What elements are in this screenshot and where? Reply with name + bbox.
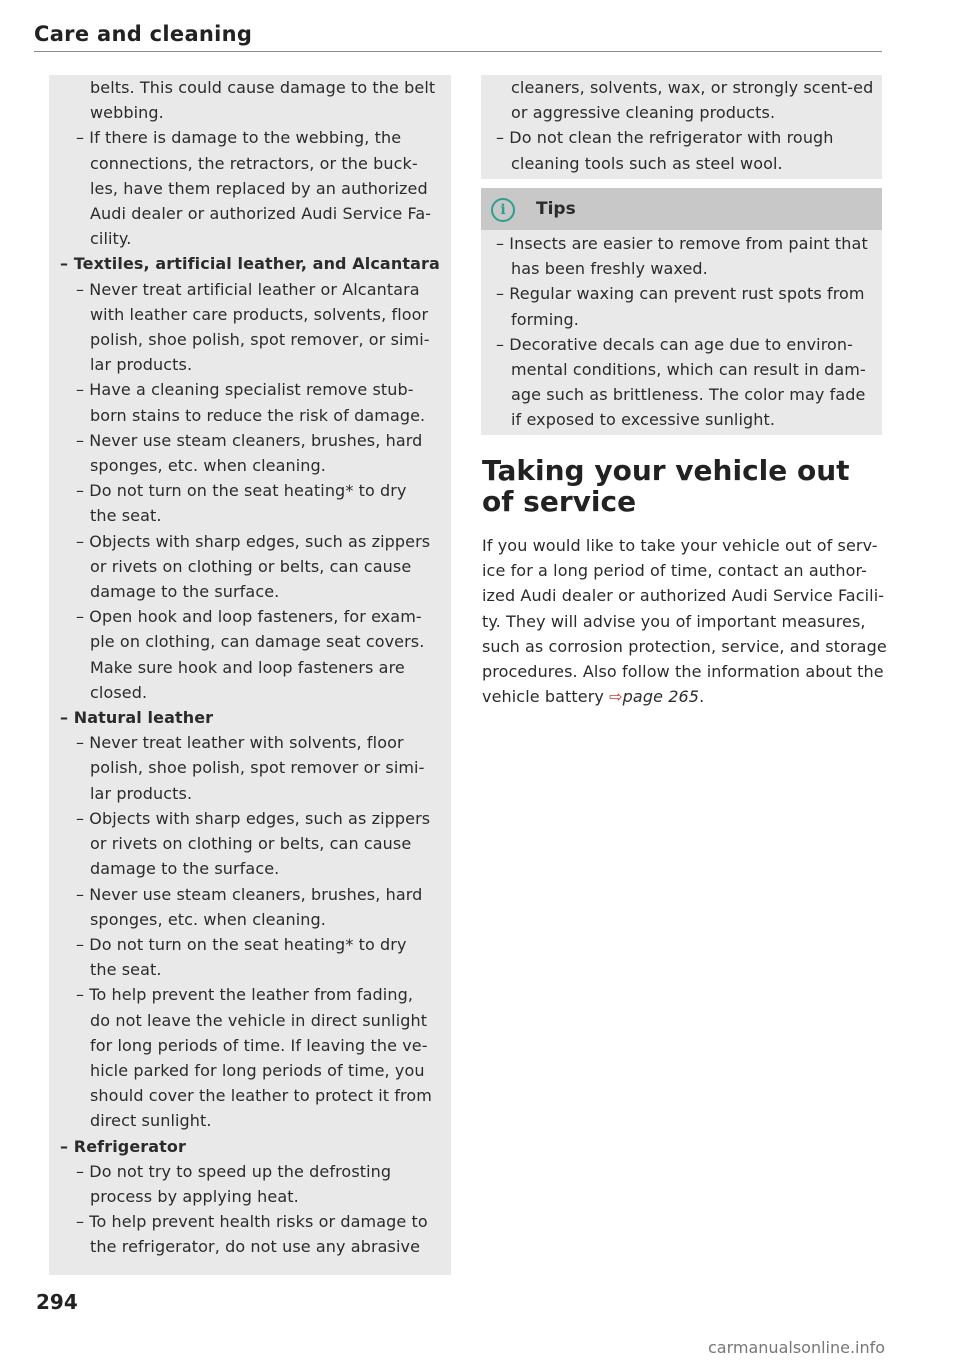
page-header-title: Care and cleaning	[34, 22, 253, 46]
text-line: has been freshly waxed.	[511, 259, 708, 279]
text-line: born stains to reduce the risk of damage.	[90, 405, 426, 425]
tip-item: – Insects are easier to remove from paint that	[496, 234, 868, 253]
tip-item: – Regular waxing can prevent rust spots from	[496, 284, 865, 304]
list-item: – To help prevent the leather from fading,	[76, 985, 414, 1005]
text-line: the seat.	[90, 506, 162, 526]
list-item: – Have a cleaning specialist remove stub-	[76, 380, 414, 400]
text-line: the seat.	[90, 960, 162, 980]
list-item: – Never treat artificial leather or Alcantara	[76, 279, 420, 299]
text-line: ple on clothing, can damage seat covers. Make sure hook and loop fasteners are closed.	[90, 632, 425, 702]
text-line: mental conditions, which can result in dam-age such as brittleness. The color may fade if exposed to excessive sunlight.	[511, 360, 866, 430]
list-item: – Objects with sharp edges, such as zippers	[76, 808, 431, 828]
text-line: cleaning tools such as steel wool.	[511, 153, 783, 173]
section-heading: Taking your vehicle out of service	[482, 454, 850, 518]
text-line: or rivets on clothing or belts, can cause damage to the surface.	[90, 834, 412, 879]
text-line: connections, the retractors, or the buck-les, have them replaced by an authorized Audi dealer or authorized Audi Service Fa-cility.	[90, 153, 432, 249]
header-divider	[34, 51, 882, 52]
tips-header	[481, 188, 882, 230]
text-line: sponges, etc. when cleaning.	[90, 909, 326, 929]
list-item: – If there is damage to the webbing, the	[76, 128, 402, 148]
page-reference-link[interactable]: page 265	[622, 687, 700, 707]
list-item: – To help prevent health risks or damage to	[76, 1212, 428, 1232]
text-line: belts. This could cause damage to the belt webbing.	[90, 78, 436, 123]
list-item-heading: – Natural leather	[60, 708, 214, 728]
page-number: 294	[36, 1290, 78, 1314]
list-item: – Open hook and loop fasteners, for exam-	[76, 607, 422, 627]
info-icon: i	[491, 198, 515, 222]
text-line: the refrigerator, do not use any abrasive	[90, 1237, 421, 1257]
list-item: – Never use steam cleaners, brushes, hard	[76, 430, 423, 450]
left-column-text	[60, 75, 445, 1260]
list-item-heading: – Textiles, artificial leather, and Alcantara	[60, 254, 440, 274]
list-item: – Do not try to speed up the defrosting	[76, 1161, 392, 1181]
list-item: – Never use steam cleaners, brushes, hard	[76, 884, 423, 904]
text-line: polish, shoe polish, spot remover or simi-lar products.	[90, 758, 425, 803]
tip-item: – Decorative decals can age due to environ-	[496, 334, 854, 354]
list-item-heading: – Refrigerator	[60, 1136, 187, 1156]
tips-list	[496, 231, 876, 433]
right-top-text	[496, 75, 876, 176]
text-line: do not leave the vehicle in direct sunlight for long periods of time. If leaving the ve-hicle parked for long periods of time, you should cover the leather to protect it from direct sunlight.	[90, 1010, 432, 1131]
list-item: – Do not turn on the seat heating* to dry	[76, 934, 407, 954]
list-item: – Do not turn on the seat heating* to dry	[76, 481, 407, 501]
text-line: cleaners, solvents, wax, or strongly scent-ed or aggressive cleaning products.	[511, 78, 874, 123]
text-line: with leather care products, solvents, floor polish, shoe polish, spot remover, or simi-lar products.	[90, 304, 430, 375]
reference-suffix: .	[699, 687, 705, 707]
text-line: sponges, etc. when cleaning.	[90, 456, 326, 476]
tips-label: Tips	[536, 199, 576, 219]
body-paragraph	[482, 533, 887, 709]
list-item: – Objects with sharp edges, such as zippers	[76, 531, 431, 551]
text-line: process by applying heat.	[90, 1186, 299, 1206]
list-item: – Do not clean the refrigerator with rough	[496, 128, 834, 148]
reference-arrow-icon[interactable]: ⇨	[609, 687, 623, 707]
text-line: forming.	[511, 309, 579, 329]
body-text: If you would like to take your vehicle out of serv-ice for a long period of time, contact an author-ized Audi dealer or authorized Audi Service Facili-ty. They will advise you of important measures, such as corrosion protection, service, and storage procedures. Also follow the information about the vehicle battery	[482, 536, 887, 707]
text-line: or rivets on clothing or belts, can cause damage to the surface.	[90, 556, 412, 602]
list-item: – Never treat leather with solvents, floor	[76, 733, 404, 753]
watermark: carmanualsonline.info	[708, 1338, 886, 1357]
